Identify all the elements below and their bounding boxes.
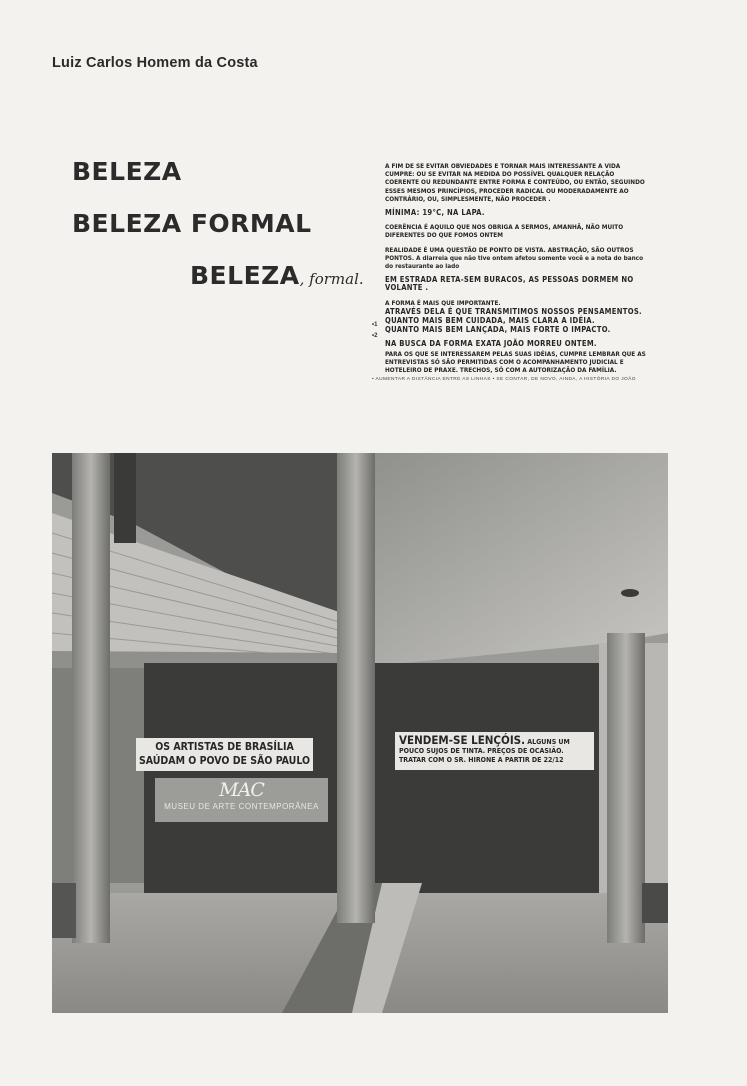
marker-2: •2 <box>372 333 378 339</box>
banner-artistas-line1: OS ARTISTAS DE BRASÍLIA <box>155 741 294 753</box>
mac-museum-name: MUSEU DE ARTE CONTEMPORÂNEA <box>164 802 319 811</box>
title-formal-suffix: , formal. <box>299 270 364 288</box>
title-beleza: BELEZA <box>72 157 182 186</box>
note-paragraph: REALIDADE É UMA QUESTÃO DE PONTO DE VISTA. ABSTRAÇÃO, SÃO OUTROS PONTOS. A diarreia que não tive ontem afetou somente você e a nota do banco do restaurante ao lado <box>385 245 644 271</box>
note-paragraph: A FIM DE SE EVITAR OBVIEDADES E TORNAR MAIS INTERESSANTE A VIDA CUMPRE: OU SE EVITAR NA MEDIDA DO POSSÍVEL QUALQUER RELAÇÃO COERENTE OU REDUNDANTE ENTRE FORMA E CONTEÚDO, OU ENTÃO, SEGUINDO ESSES MESMOS PRINCÍPIOS, PROCEDER RADICAL OU MODERADAMENTE AO CONTRÁRIO, OU, SIMPLESMENTE, NÃO PROCEDER . <box>385 162 645 203</box>
banner-artistas <box>136 738 313 771</box>
note-paragraph: EM ESTRADA RETA-SEM BURACOS, AS PESSOAS DORMEM NO VOLANTE . <box>385 275 634 293</box>
title-beleza-formal: BELEZA FORMAL <box>72 209 312 238</box>
banner-lencois-head: VENDEM-SE LENÇÓIS. <box>399 733 526 747</box>
title-beleza-comma-formal <box>190 261 364 290</box>
column-left <box>72 453 110 943</box>
note-paragraph: QUANTO MAIS BEM CUIDADA, MAIS CLARA A IDÉIA. <box>385 316 595 326</box>
note-paragraph: QUANTO MAIS BEM LANÇADA, MAIS FORTE O IMPACTO. <box>385 325 611 335</box>
column-back <box>114 453 136 543</box>
banner-lencois-body: ALGUNS UM POUCO SUJOS DE TINTA. PREÇOS DE OCASIÃO. TRATAR COM O SR. HIRONE A PARTIR DE 22/12 <box>399 738 570 764</box>
notes-column <box>385 162 650 380</box>
note-paragraph: A FORMA É MAIS QUE IMPORTANTE. <box>385 298 501 307</box>
mac-logo: MAC <box>219 779 264 801</box>
museum-photo <box>52 453 668 1013</box>
ceiling-light <box>621 589 639 597</box>
column-right <box>607 633 645 943</box>
right-railing <box>642 883 668 923</box>
mac-sign <box>155 778 328 822</box>
author-name: Luiz Carlos Homem da Costa <box>52 55 258 71</box>
title-beleza-main: BELEZA <box>190 261 300 290</box>
marker-1: •1 <box>372 322 378 328</box>
left-railing <box>52 883 76 938</box>
note-paragraph: COERÊNCIA É AQUILO QUE NOS OBRIGA A SERMOS, AMANHÃ, NÃO MUITO DIFERENTES DO QUE FOMOS ONTEM <box>385 223 624 240</box>
note-paragraph: ATRAVÉS DELA É QUE TRANSMITIMOS NOSSOS PENSAMENTOS. <box>385 306 642 316</box>
note-paragraph: NA BUSCA DA FORMA EXATA JOÃO MORREU ONTEM. <box>385 339 597 349</box>
banner-artistas-line2: SAÚDAM O POVO DE SÃO PAULO <box>138 755 311 767</box>
note-paragraph: PARA OS QUE SE INTERESSAREM PELAS SUAS IDÉIAS, CUMPRE LEMBRAR QUE AS ENTREVISTAS SÓ SÃO PERMITIDAS COM O ACOMPANHAMENTO JUDICIAL E HOTELEIRO DE PRAXE. TRECHOS, SÓ COM A AUTORIZAÇÃO DA FAMÍLIA. <box>385 349 646 375</box>
footnote: • AUMENTAR A DISTÂNCIA ENTRE AS LINHAS • SE CONTAR, DE NOVO, AINDA, A HISTÓRIA DO JOÃO <box>372 377 636 382</box>
note-paragraph: MÍNIMA: 19°C, NA LAPA. <box>385 208 485 218</box>
column-center <box>337 453 375 923</box>
banner-lencois <box>395 732 594 770</box>
